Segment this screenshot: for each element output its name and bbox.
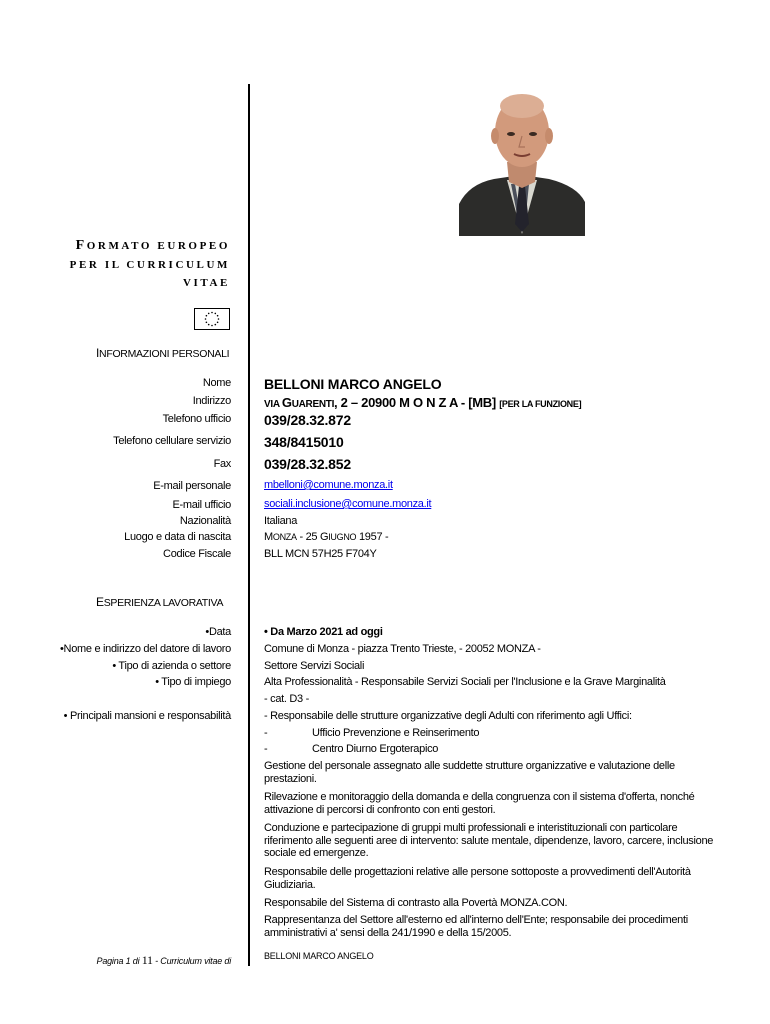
email-ufficio-link[interactable]: sociali.inclusione@comune.monza.it <box>264 498 432 510</box>
eu-flag-icon <box>194 308 230 330</box>
paragraph-rappresentanza: Rappresentanza del Settore all'esterno ed all'interno dell'Ente; responsabile dei procedimenti amministrativi a' sensi della 241/1990 e della 15/2005. <box>264 914 688 939</box>
value-nazionalita: Italiana <box>264 515 298 527</box>
paragraph-poverta: Responsabile del Sistema di contrasto alla Povertà MONZA.CON. <box>264 897 568 909</box>
value-codice-fiscale: BLL MCN 57H25 F704Y <box>264 548 377 560</box>
column-divider <box>248 84 250 966</box>
label-email-personale: E-mail personale <box>153 480 231 492</box>
value-luogo-data-nascita: MONZA - 25 GIUGNO 1957 - <box>264 531 389 543</box>
label-nome: Nome <box>202 377 231 389</box>
portrait-image <box>459 84 585 236</box>
paragraph-progettazioni: Responsabile delle progettazioni relative alle persone sottoposte a provvedimenti dell'Autorità Giudiziaria. <box>264 866 691 891</box>
document-title-line2: PER IL CURRICULUM <box>69 259 230 271</box>
section-heading-experience: ESPERIENZA LAVORATIVA <box>96 595 224 609</box>
label-codice-fiscale: Codice Fiscale <box>163 548 231 560</box>
label-telefono-ufficio: Telefono ufficio <box>162 413 231 425</box>
label-tipo-impiego: • Tipo di impiego <box>155 676 231 688</box>
value-categoria: - cat. D3 - <box>264 693 309 705</box>
value-telefono-ufficio: 039/28.32.872 <box>264 412 351 428</box>
document-title-line3: VITAE <box>182 277 230 289</box>
label-nazionalita: Nazionalità <box>179 515 231 527</box>
value-indirizzo: VIA GUARENTI, 2 – 20900 M O N Z A - [MB] [PER LA FUNZIONE] <box>264 395 582 410</box>
page-footer: Pagina 1 di 11 - Curriculum vitae di <box>96 953 231 967</box>
paragraph-conduzione: Conduzione e partecipazione di gruppi multi professionali e interistituzionali con particolare riferimento alle seguenti aree di intervento: salute mentale, dipendenze, lavoro, carcere, inclusione sociale ed emergenze. <box>264 822 714 859</box>
value-datore: Comune di Monza - piazza Trento Trieste, - 20052 MONZA - <box>264 643 541 655</box>
paragraph-rilevazione: Rilevazione e monitoraggio della domanda e della congruenza con il sistema d'offerta, nonché attivazione di percorsi di confronto con enti gestori. <box>264 791 695 816</box>
value-telefono-cellulare: 348/8415010 <box>264 434 344 450</box>
label-mansioni: • Principali mansioni e responsabilità <box>63 710 231 722</box>
profile-photo <box>459 84 585 236</box>
label-telefono-cellulare: Telefono cellulare servizio <box>113 435 231 447</box>
value-impiego: Alta Professionalità - Responsabile Servizi Sociali per l'Inclusione e la Grave Marginalità <box>264 676 666 688</box>
paragraph-gestione: Gestione del personale assegnato alle suddette strutture organizzative e valutazione delle prestazioni. <box>264 760 675 785</box>
value-settore: Settore Servizi Sociali <box>264 660 365 672</box>
value-responsabile: - Responsabile delle strutture organizzative degli Adulti con riferimento agli Uffici: <box>264 710 632 722</box>
list-item: - Ufficio Prevenzione e Reinserimento <box>264 727 480 739</box>
label-datore: •Nome e indirizzo del datore di lavoro <box>60 643 231 655</box>
label-email-ufficio: E-mail ufficio <box>172 499 231 511</box>
footer-name: BELLONI MARCO ANGELO <box>264 951 374 961</box>
value-data: • Da Marzo 2021 ad oggi <box>264 626 383 638</box>
label-luogo-data-nascita: Luogo e data di nascita <box>124 531 231 543</box>
label-tipo-azienda: • Tipo di azienda o settore <box>112 660 231 672</box>
document-title-line1: FORMATO EUROPEO <box>75 238 230 253</box>
label-data: •Data <box>205 626 231 638</box>
section-heading-personal: INFORMAZIONI PERSONALI <box>96 346 230 360</box>
email-personale-link[interactable]: mbelloni@comune.monza.it <box>264 479 393 491</box>
label-indirizzo: Indirizzo <box>192 395 231 407</box>
label-fax: Fax <box>213 458 231 470</box>
value-fax: 039/28.32.852 <box>264 456 351 472</box>
value-nome: BELLONI MARCO ANGELO <box>264 376 442 392</box>
list-item: - Centro Diurno Ergoterapico <box>264 743 439 755</box>
